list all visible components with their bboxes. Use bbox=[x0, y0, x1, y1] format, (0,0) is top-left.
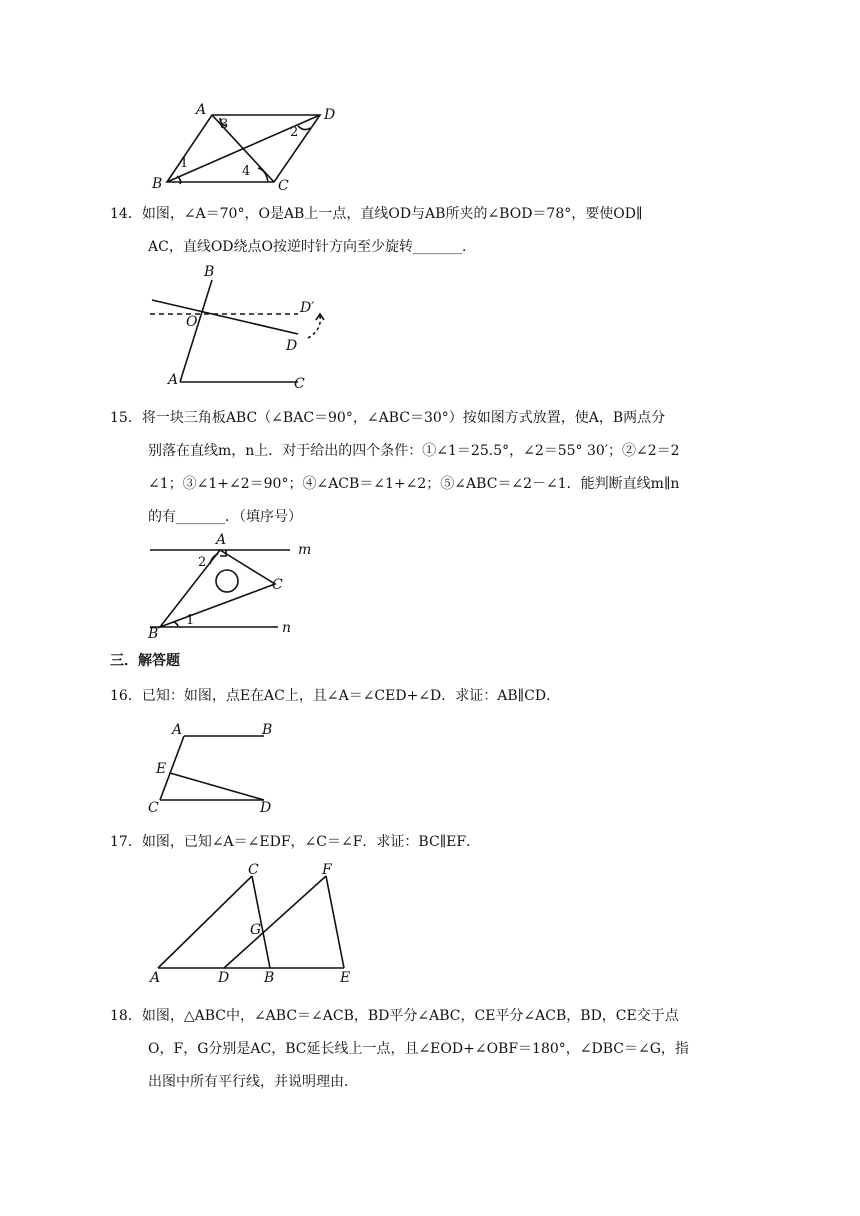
question-14 bbox=[110, 198, 750, 264]
label-g: G bbox=[250, 922, 262, 938]
question-15-line-3: ∠1；③∠1+∠2＝90°；④∠ACB＝∠1+∠2；⑤∠ABC＝∠2－∠1．能判断直线m∥n bbox=[148, 476, 680, 492]
question-14-line-1: 14．如图，∠A＝70°，O是AB上一点，直线OD与AB所夹的∠BOD＝78°，要使OD∥ bbox=[110, 206, 643, 222]
label-d: D bbox=[286, 338, 298, 354]
label-b: B bbox=[148, 626, 159, 640]
angle-1-label: 1 bbox=[180, 156, 189, 171]
label-n: n bbox=[282, 620, 292, 636]
angle-2-label: 2 bbox=[290, 125, 299, 140]
question-17-text: 17．如图，已知∠A＝∠EDF，∠C＝∠F．求证：BC∥EF． bbox=[110, 834, 481, 850]
angle-1-label: 1 bbox=[186, 613, 195, 628]
parallelogram-figure bbox=[140, 98, 340, 194]
label-m: m bbox=[298, 542, 312, 558]
label-a: A bbox=[216, 532, 227, 548]
question-17 bbox=[110, 826, 750, 859]
question-18 bbox=[110, 1000, 750, 1099]
section-heading: 三．解答题 bbox=[110, 653, 180, 669]
question-16 bbox=[110, 680, 750, 713]
angle-3-label: 3 bbox=[220, 117, 229, 132]
label-b: B bbox=[152, 176, 163, 192]
label-o: O bbox=[186, 314, 198, 330]
label-a: A bbox=[196, 102, 207, 118]
question-16-text: 16．已知：如图，点E在AC上，且∠A＝∠CED+∠D．求证：AB∥CD． bbox=[110, 688, 561, 704]
label-d-prime: D′ bbox=[300, 300, 315, 316]
label-a: A bbox=[150, 970, 161, 986]
question-15-line-4: 的有_______．（填序号） bbox=[148, 509, 302, 525]
label-a: A bbox=[172, 722, 183, 738]
label-b: B bbox=[204, 264, 215, 280]
label-c: C bbox=[272, 577, 283, 593]
question-15-line-1: 15．将一块三角板ABC（∠BAC＝90°，∠ABC＝30°）按如图方式放置，使A，B两点分 bbox=[110, 410, 666, 426]
angle-2-label: 2 bbox=[198, 555, 207, 570]
parallel-proof-figure-16 bbox=[140, 718, 290, 814]
parallel-proof-figure-17 bbox=[140, 860, 360, 986]
label-b: B bbox=[262, 722, 273, 738]
label-f: F bbox=[322, 862, 332, 878]
question-15 bbox=[110, 402, 750, 534]
label-e: E bbox=[156, 761, 167, 777]
label-a: A bbox=[168, 372, 179, 388]
label-c: C bbox=[294, 376, 305, 392]
question-18-line-3: 出图中所有平行线，并说明理由． bbox=[148, 1074, 358, 1090]
label-c: C bbox=[248, 862, 259, 878]
label-c: C bbox=[278, 178, 289, 194]
label-d: D bbox=[218, 970, 230, 986]
question-18-line-1: 18．如图，△ABC中，∠ABC＝∠ACB，BD平分∠ABC，CE平分∠ACB，BD，CE交于点 bbox=[110, 1008, 679, 1024]
label-d: D bbox=[260, 800, 272, 814]
angle-4-label: 4 bbox=[242, 164, 251, 179]
question-15-line-2: 别落在直线m，n上．对于给出的四个条件：①∠1＝25.5°，∠2＝55° 30′；②∠2＝2 bbox=[148, 443, 680, 459]
question-14-line-2: AC，直线OD绕点O按逆时针方向至少旋转_______． bbox=[148, 239, 477, 255]
label-b: B bbox=[264, 970, 275, 986]
label-e: E bbox=[340, 970, 351, 986]
rotation-figure bbox=[140, 260, 340, 395]
label-c: C bbox=[148, 800, 159, 814]
triangle-ruler-figure bbox=[140, 532, 330, 640]
question-18-line-2: O，F，G分别是AC，BC延长线上一点，且∠EOD+∠OBF＝180°，∠DBC＝∠G，指 bbox=[148, 1041, 689, 1057]
label-d: D bbox=[324, 107, 336, 123]
